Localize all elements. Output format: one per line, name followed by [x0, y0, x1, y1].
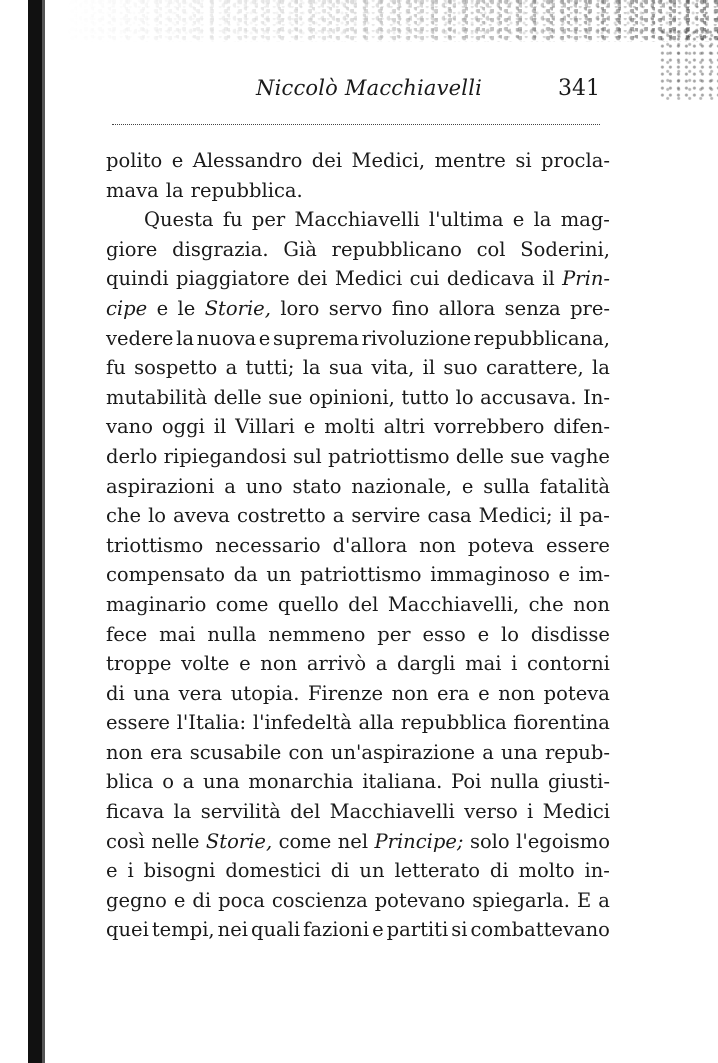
text-line: che lo aveva costretto a servire casa Medici; il pa- — [106, 504, 610, 528]
text-line: triottismo necessario d'allora non poteva essere — [106, 533, 610, 557]
text-line: fece mai nulla nemmeno per esso e lo disdisse — [106, 622, 610, 646]
text-line: ficava la servilità del Macchiavelli verso i Medici — [106, 800, 610, 824]
text-line: quei tempi, nei quali fazioni e partiti si combattevano — [106, 918, 610, 942]
body-text — [106, 146, 610, 945]
text-line: Questa fu per Macchiavelli l'ultima e la mag- — [144, 208, 610, 232]
text-line: mutabilità delle sue opinioni, tutto lo accusava. In- — [106, 385, 610, 409]
text-line: di una vera utopia. Firenze non era e non poteva — [106, 681, 610, 705]
header-rule — [112, 124, 600, 125]
text-line: blica o a una monarchia italiana. Poi nulla giusti- — [106, 770, 610, 794]
running-title: Niccolò Macchiavelli — [256, 76, 483, 100]
text-line: così nelle Storie, come nel Principe; solo l'egoismo — [106, 829, 610, 853]
text-line: essere l'Italia: l'infedeltà alla repubblica fiorentina — [106, 711, 610, 735]
text-line: vedere la nuova e suprema rivoluzione repubblicana, — [106, 326, 610, 350]
text-line: e i bisogni domestici di un letterato di molto in- — [106, 859, 610, 883]
text-line: maginario come quello del Macchiavelli, che non — [106, 592, 610, 616]
text-line: cipe e le Storie, loro servo fino allora senza pre- — [106, 296, 610, 320]
text-line: non era scusabile con un'aspirazione a una repub- — [106, 740, 610, 764]
page-number: 341 — [558, 76, 600, 101]
book-spine-edge — [42, 0, 45, 1063]
page-header — [108, 72, 608, 106]
text-line: troppe volte e non arrivò a dargli mai i contorni — [106, 652, 610, 676]
text-line: compensato da un patriottismo immaginoso e im- — [106, 563, 610, 587]
text-line: vano oggi il Villari e molti altri vorrebbero difen- — [106, 415, 610, 439]
text-line: mava la repubblica. — [106, 178, 303, 202]
scan-noise-right — [660, 30, 718, 100]
text-line: giore disgrazia. Già repubblicano col Soderini, — [106, 237, 610, 261]
text-line: polito e Alessandro dei Medici, mentre si procla- — [106, 149, 610, 172]
text-line: gegno e di poca coscienza potevano spiegarla. E a — [106, 888, 610, 912]
book-spine-shadow — [28, 0, 42, 1063]
text-line: fu sospetto a tutti; la sua vita, il suo carattere, la — [106, 356, 610, 380]
text-line: quindi piaggiatore dei Medici cui dedicava il Prin- — [106, 267, 610, 291]
text-line: derlo ripiegandosi sul patriottismo delle sue vaghe — [106, 444, 610, 468]
scan-noise-top — [60, 0, 718, 42]
text-line: aspirazioni a uno stato nazionale, e sulla fatalità — [106, 474, 610, 498]
